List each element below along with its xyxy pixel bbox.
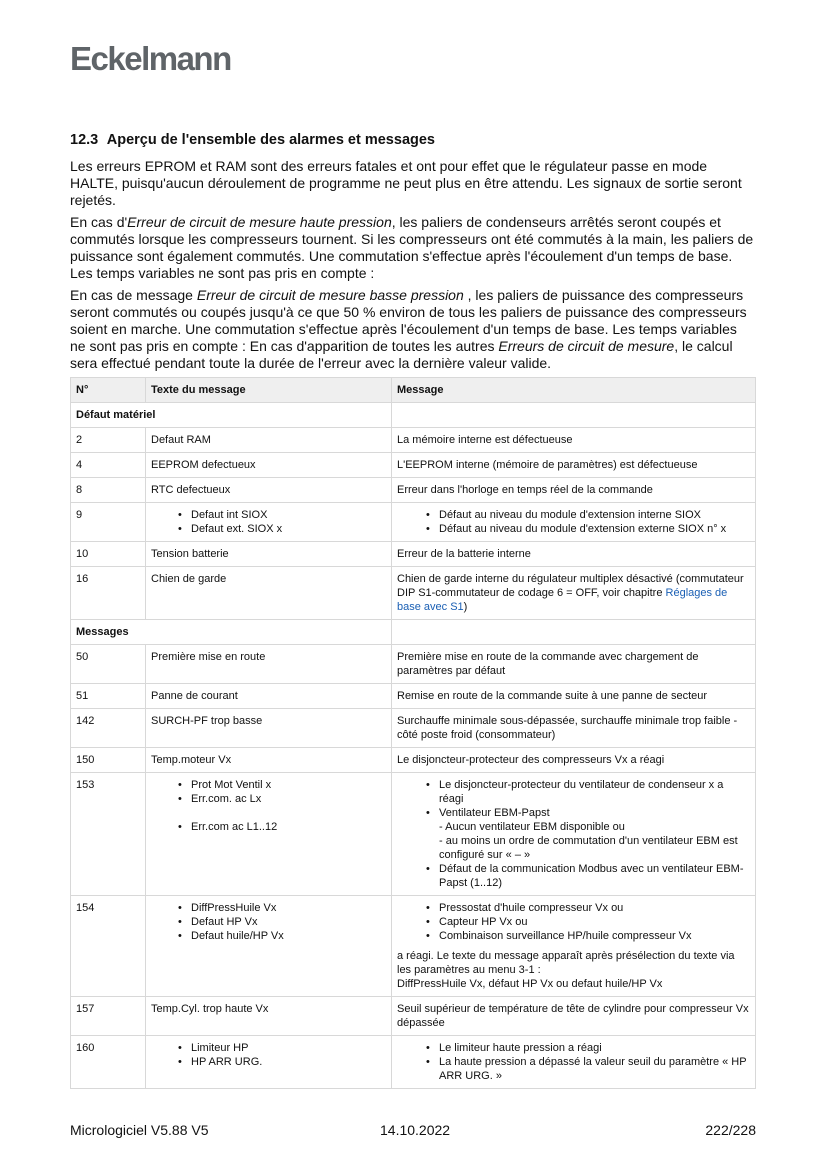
alarm-number: 154 (71, 896, 146, 997)
chapter-link[interactable]: Réglages de base avec S1 (397, 587, 728, 613)
message-text-list-item: • Defaut int SIOX (191, 508, 386, 522)
table-header-row (71, 378, 756, 403)
message-cell (392, 896, 756, 997)
paragraph (70, 287, 756, 372)
message-text-cell (146, 1036, 392, 1089)
message-text-cell: Première mise en route (146, 645, 392, 684)
section-row (71, 403, 756, 428)
message-cell: Remise en route de la commande suite à une panne de secteur (392, 684, 756, 709)
paragraph-text: , les paliers de puissance des compresseurs seront commutés ou coupés jusqu'à ce que 50 % environ de tous les paliers de puissance des compresseurs soient en marche. Une commutation s'effectue après l'écoulement d'un temps de base. Les temps variables ne sont pas pris en compte : En cas d'apparition de toutes les autres (70, 287, 747, 354)
message-cell: Seuil supérieur de température de tête de cylindre pour compresseur Vx dépassée (392, 997, 756, 1036)
section-title: Aperçu de l'ensemble des alarmes et messages (106, 132, 435, 148)
paragraph-text: , le calcul sera effectué pendant toute la durée de l'erreur avec la dernière valeur valide. (70, 338, 733, 371)
header-message: Message (392, 378, 756, 403)
message-cell (392, 503, 756, 542)
table-row (71, 453, 756, 478)
paragraph (70, 214, 756, 282)
message-cell (392, 773, 756, 896)
paragraph-text: Les erreurs EPROM et RAM sont des erreurs fatales et ont pour effet que le régulateur passe en mode HALTE, puisqu'aucun déroulement de programme ne peut plus en être attendu. Les signaux de sortie seront rejetés. (70, 158, 742, 208)
content (70, 132, 756, 1089)
section-heading (70, 132, 756, 148)
alarm-number: 142 (71, 709, 146, 748)
message-list (397, 778, 750, 890)
message-text-cell (146, 503, 392, 542)
alarm-number: 9 (71, 503, 146, 542)
section-row (71, 620, 756, 645)
table-row (71, 567, 756, 620)
table-row (71, 896, 756, 997)
table-row (71, 1036, 756, 1089)
message-after: a réagi. Le texte du message apparaît après présélection du texte via les paramètres au menu 3-1 : DiffPressHuile Vx, défaut HP Vx ou defaut huile/HP Vx (397, 950, 735, 990)
message-text-list (151, 1041, 386, 1069)
alarm-number: 8 (71, 478, 146, 503)
message-cell (392, 1036, 756, 1089)
message-text-list-item: • Limiteur HP (191, 1041, 386, 1055)
alarm-number: 10 (71, 542, 146, 567)
message-text-cell (146, 896, 392, 997)
message-list-item: • Défaut au niveau du module d'extension interne SIOX (439, 508, 750, 522)
message-text-cell: Defaut RAM (146, 428, 392, 453)
italic-term: Erreur de circuit de mesure basse pression (196, 287, 464, 303)
message-text-list (151, 778, 386, 834)
alarm-number: 150 (71, 748, 146, 773)
message-list-item: • Le disjoncteur-protecteur du ventilateur de condenseur x a réagi (439, 778, 750, 806)
section-empty-cell (392, 620, 756, 645)
alarm-number: 51 (71, 684, 146, 709)
table-row (71, 645, 756, 684)
message-text-list-item: • Err.com ac L1..12 (191, 820, 386, 834)
message-list (397, 901, 750, 943)
message-cell: La mémoire interne est défectueuse (392, 428, 756, 453)
message-text-list-item: • Defaut ext. SIOX x (191, 522, 386, 536)
alarm-number: 157 (71, 997, 146, 1036)
table-row (71, 684, 756, 709)
message-list (397, 508, 750, 536)
table-row (71, 773, 756, 896)
message-cell: Erreur dans l'horloge en temps réel de la commande (392, 478, 756, 503)
alarm-number: 153 (71, 773, 146, 896)
paragraph (70, 158, 756, 209)
message-text-cell (146, 773, 392, 896)
paragraph-text: En cas d' (70, 214, 128, 230)
message-text: Chien de garde interne du régulateur multiplex désactivé (commutateur DIP S1-commutateur de codage 6 = OFF, voir chapitre (397, 573, 744, 599)
alarm-number: 4 (71, 453, 146, 478)
message-list-item: • Défaut de la communication Modbus avec un ventilateur EBM-Papst (1..12) (439, 862, 750, 890)
message-text-list-item: • DiffPressHuile Vx (191, 901, 386, 915)
section-number: 12.3 (70, 132, 99, 148)
message-tail: ) (463, 601, 468, 613)
table-row (71, 542, 756, 567)
message-text-list-item: • Defaut huile/HP Vx (191, 929, 386, 943)
footer-firmware: Micrologiciel V5.88 V5 (70, 1122, 209, 1138)
paragraph-text: En cas de message (70, 287, 197, 303)
message-cell: Le disjoncteur-protecteur des compresseurs Vx a réagi (392, 748, 756, 773)
message-text-list-item: • Defaut HP Vx (191, 915, 386, 929)
table-row (71, 478, 756, 503)
header-number: N° (71, 378, 146, 403)
message-text-cell: RTC defectueux (146, 478, 392, 503)
message-cell: Surchauffe minimale sous-dépassée, surchauffe minimale trop faible - côté poste froid (consommateur) (392, 709, 756, 748)
header-message-text: Texte du message (146, 378, 392, 403)
section-label: Défaut matériel (71, 403, 392, 428)
message-text-list (151, 508, 386, 536)
section-label: Messages (71, 620, 392, 645)
message-text-list-item (191, 806, 386, 820)
table-row (71, 503, 756, 542)
message-cell: Première mise en route de la commande avec chargement de paramètres par défaut (392, 645, 756, 684)
message-text-cell: Chien de garde (146, 567, 392, 620)
message-list (397, 1041, 750, 1083)
italic-term: Erreur de circuit de mesure haute pression (127, 214, 392, 230)
footer-page-number: 222/228 (705, 1122, 756, 1138)
alarm-table (70, 377, 756, 1089)
alarm-number: 160 (71, 1036, 146, 1089)
message-text-list (151, 901, 386, 943)
table-row (71, 428, 756, 453)
message-text-cell: EEPROM defectueux (146, 453, 392, 478)
message-list-item: • Ventilateur EBM-Papst - Aucun ventilateur EBM disponible ou - au moins un ordre de commutation d'un ventilateur EBM est configuré sur « – » (439, 806, 750, 862)
message-list-item: • Défaut au niveau du module d'extension externe SIOX n° x (439, 522, 750, 536)
message-text-cell: SURCH-PF trop basse (146, 709, 392, 748)
message-text-cell: Temp.moteur Vx (146, 748, 392, 773)
intro-paragraphs (70, 158, 756, 372)
message-list-item: • Le limiteur haute pression a réagi (439, 1041, 750, 1055)
footer-date: 14.10.2022 (380, 1122, 451, 1138)
message-text-list-item: • Err.com. ac Lx (191, 792, 386, 806)
message-cell: L'EEPROM interne (mémoire de paramètres) est défectueuse (392, 453, 756, 478)
eckelmann-logo: Eckelmann (70, 40, 231, 77)
alarm-number: 50 (71, 645, 146, 684)
message-text-cell: Temp.Cyl. trop haute Vx (146, 997, 392, 1036)
section-empty-cell (392, 403, 756, 428)
message-list-item: • La haute pression a dépassé la valeur seuil du paramètre « HP ARR URG. » (439, 1055, 750, 1083)
paragraph-text: , les paliers de condenseurs arrêtés seront coupés et commutés lorsque les compresseurs tournent. Si les compresseurs ont été commutés à la main, les paliers de puissance sont également commutés. Une commutation s'effectue après l'écoulement d'un temps de base. Les temps variables ne sont pas pris en compte : (70, 214, 754, 281)
alarm-number: 2 (71, 428, 146, 453)
italic-term: Erreurs de circuit de mesure (498, 338, 675, 354)
table-row (71, 709, 756, 748)
message-text-cell: Tension batterie (146, 542, 392, 567)
message-text-list-item: • Prot Mot Ventil x (191, 778, 386, 792)
message-list-item: • Capteur HP Vx ou (439, 915, 750, 929)
message-list-item: • Pressostat d'huile compresseur Vx ou (439, 901, 750, 915)
table-row (71, 748, 756, 773)
message-text-cell: Panne de courant (146, 684, 392, 709)
message-cell: Erreur de la batterie interne (392, 542, 756, 567)
table-row (71, 997, 756, 1036)
alarm-number: 16 (71, 567, 146, 620)
message-text-list-item: • HP ARR URG. (191, 1055, 386, 1069)
message-list-item: • Combinaison surveillance HP/huile compresseur Vx (439, 929, 750, 943)
message-cell (392, 567, 756, 620)
